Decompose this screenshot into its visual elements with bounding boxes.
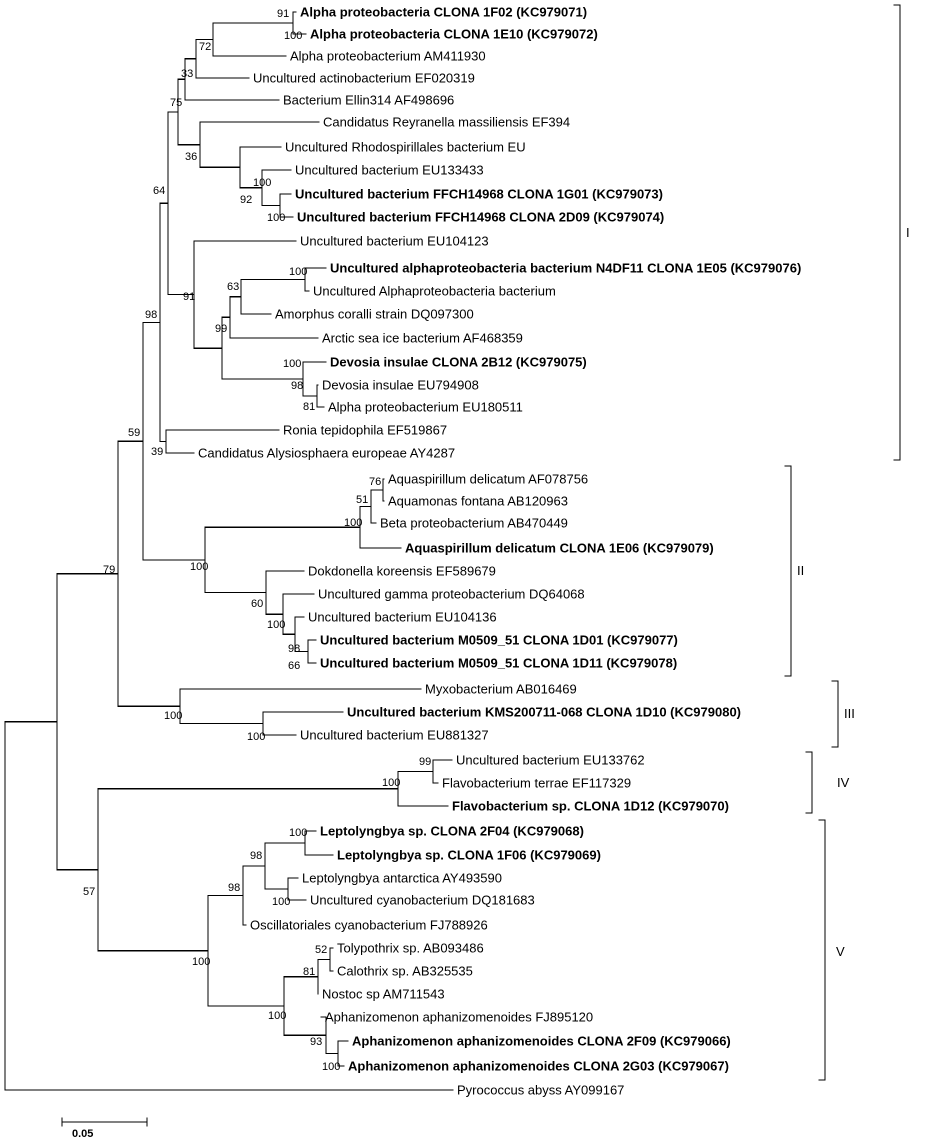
bootstrap-value: 100 [283, 358, 302, 370]
taxon-label: Devosia insulae CLONA 2B12 (KC979075) [330, 354, 587, 370]
bootstrap-value: 72 [199, 41, 212, 53]
bootstrap-value: 100 [192, 956, 211, 968]
taxon-label: Aphanizomenon aphanizomenoides FJ895120 [325, 1009, 594, 1025]
bootstrap-value: 100 [284, 30, 303, 42]
bootstrap-value: 100 [344, 517, 363, 529]
group-label: I [906, 225, 910, 240]
taxon-label: Flavobacterium sp. CLONA 1D12 (KC979070) [452, 798, 729, 814]
bootstrap-value: 100 [268, 1010, 287, 1022]
taxon-label: Aquaspirillum delicatum AF078756 [388, 471, 589, 487]
bootstrap-value: 100 [164, 710, 183, 722]
bootstrap-value: 66 [288, 660, 301, 672]
taxon-label: Uncultured actinobacterium EF020319 [253, 70, 475, 86]
taxon-label: Uncultured Rhodospirillales bacterium EU [285, 139, 526, 155]
taxon-label: Alpha proteobacterium EU180511 [328, 399, 523, 415]
taxon-label: Leptolyngbya sp. CLONA 2F04 (KC979068) [320, 823, 584, 839]
taxon-label: Pyrococcus abyss AY099167 [457, 1082, 625, 1098]
taxon-label: Aphanizomenon aphanizomenoides CLONA 2G03 (KC979067) [348, 1058, 729, 1074]
bootstrap-value: 98 [145, 309, 158, 321]
taxon-label: Devosia insulae EU794908 [322, 377, 479, 393]
taxon-label: Uncultured bacterium EU133433 [295, 162, 484, 178]
taxon-label: Leptolyngbya sp. CLONA 1F06 (KC979069) [337, 847, 601, 863]
bootstrap-value: 98 [228, 882, 241, 894]
taxon-label: Calothrix sp. AB325535 [337, 963, 473, 979]
bootstrap-value: 100 [272, 896, 291, 908]
taxon-label: Aphanizomenon aphanizomenoides CLONA 2F09 (KC979066) [352, 1033, 731, 1049]
bootstrap-value: 52 [315, 944, 328, 956]
taxon-label: Uncultured bacterium EU104123 [300, 233, 489, 249]
bootstrap-value: 100 [190, 561, 209, 573]
group-label: II [797, 563, 805, 578]
taxon-label: Uncultured Alphaproteobacteria bacterium [313, 283, 556, 299]
taxon-label: Uncultured bacterium EU104136 [308, 609, 497, 625]
taxon-label: Ronia tepidophila EF519867 [283, 422, 448, 438]
taxon-label: Beta proteobacterium AB470449 [380, 515, 568, 531]
taxon-label: Bacterium Ellin314 AF498696 [283, 92, 455, 108]
group-label: III [844, 706, 855, 721]
bootstrap-value: 100 [289, 827, 308, 839]
taxon-label: Nostoc sp AM711543 [322, 986, 445, 1002]
bootstrap-value: 100 [322, 1061, 341, 1073]
bootstrap-value: 60 [251, 598, 264, 610]
bootstrap-value: 98 [288, 643, 301, 655]
taxon-label: Candidatus Alysiosphaera europeae AY4287 [198, 445, 456, 461]
bootstrap-value: 79 [103, 564, 116, 576]
taxon-label: Alpha proteobacteria CLONA 1F02 (KC979071) [300, 4, 588, 20]
bootstrap-value: 100 [267, 212, 286, 224]
bootstrap-value: 63 [227, 281, 240, 293]
bootstrap-value: 59 [128, 427, 141, 439]
taxon-label: Uncultured bacterium EU881327 [300, 727, 489, 743]
bootstrap-value: 91 [183, 291, 196, 303]
bootstrap-value: 100 [247, 731, 266, 743]
taxon-label: Uncultured bacterium M0509_51 CLONA 1D01 (KC979077) [320, 632, 678, 648]
bootstrap-value: 92 [240, 194, 253, 206]
taxon-label: Uncultured gamma proteobacterium DQ64068 [318, 586, 585, 602]
taxon-label: Tolypothrix sp. AB093486 [337, 940, 484, 956]
taxon-label: Alpha proteobacteria CLONA 1E10 (KC979072) [310, 26, 598, 42]
taxon-label: Uncultured cyanobacterium DQ181683 [310, 892, 535, 908]
bootstrap-value: 36 [185, 151, 198, 163]
taxon-label: Flavobacterium terrae EF117329 [442, 775, 632, 791]
bootstrap-value: 100 [267, 619, 286, 631]
taxon-label: Aquamonas fontana AB120963 [388, 493, 568, 509]
bootstrap-value: 81 [303, 966, 316, 978]
bootstrap-value: 100 [289, 266, 308, 278]
group-label: IV [837, 775, 850, 790]
scale-bar-label: 0.05 [72, 1128, 94, 1140]
bootstrap-value: 98 [250, 850, 263, 862]
bootstrap-value: 91 [277, 8, 290, 20]
bootstrap-value: 76 [369, 476, 382, 488]
taxon-label: Amorphus coralli strain DQ097300 [275, 306, 474, 322]
bootstrap-value: 57 [83, 886, 96, 898]
bootstrap-value: 93 [310, 1036, 323, 1048]
bootstrap-value: 51 [356, 494, 369, 506]
bootstrap-value: 64 [153, 185, 166, 197]
bootstrap-value: 99 [215, 323, 228, 335]
bootstrap-value: 98 [291, 380, 304, 392]
taxon-label: Arctic sea ice bacterium AF468359 [322, 330, 523, 346]
taxon-label: Dokdonella koreensis EF589679 [308, 563, 496, 579]
taxon-label: Alpha proteobacterium AM411930 [290, 48, 486, 64]
bootstrap-value: 33 [181, 68, 194, 80]
bootstrap-value: 81 [303, 401, 316, 413]
bootstrap-value: 100 [253, 177, 272, 189]
taxon-label: Candidatus Reyranella massiliensis EF394 [323, 114, 571, 130]
taxon-label: Uncultured bacterium EU133762 [456, 752, 645, 768]
taxon-label: Myxobacterium AB016469 [425, 681, 577, 697]
taxon-label: Uncultured bacterium FFCH14968 CLONA 1G01 (KC979073) [295, 186, 663, 202]
bootstrap-value: 100 [382, 777, 401, 789]
bootstrap-value: 99 [419, 756, 432, 768]
bootstrap-value: 39 [151, 446, 164, 458]
taxon-label: Uncultured alphaproteobacteria bacterium N4DF11 CLONA 1E05 (KC979076) [330, 260, 802, 276]
taxon-label: Uncultured bacterium M0509_51 CLONA 1D11 (KC979078) [320, 655, 678, 671]
bootstrap-value: 75 [170, 97, 183, 109]
group-label: V [836, 944, 845, 959]
taxon-label: Aquaspirillum delicatum CLONA 1E06 (KC979079) [405, 540, 714, 556]
taxon-label: Oscillatoriales cyanobacterium FJ788926 [250, 917, 488, 933]
taxon-label: Leptolyngbya antarctica AY493590 [302, 870, 502, 886]
taxon-label: Uncultured bacterium FFCH14968 CLONA 2D09 (KC979074) [297, 209, 665, 225]
taxon-label: Uncultured bacterium KMS200711-068 CLONA 1D10 (KC979080) [347, 704, 741, 720]
